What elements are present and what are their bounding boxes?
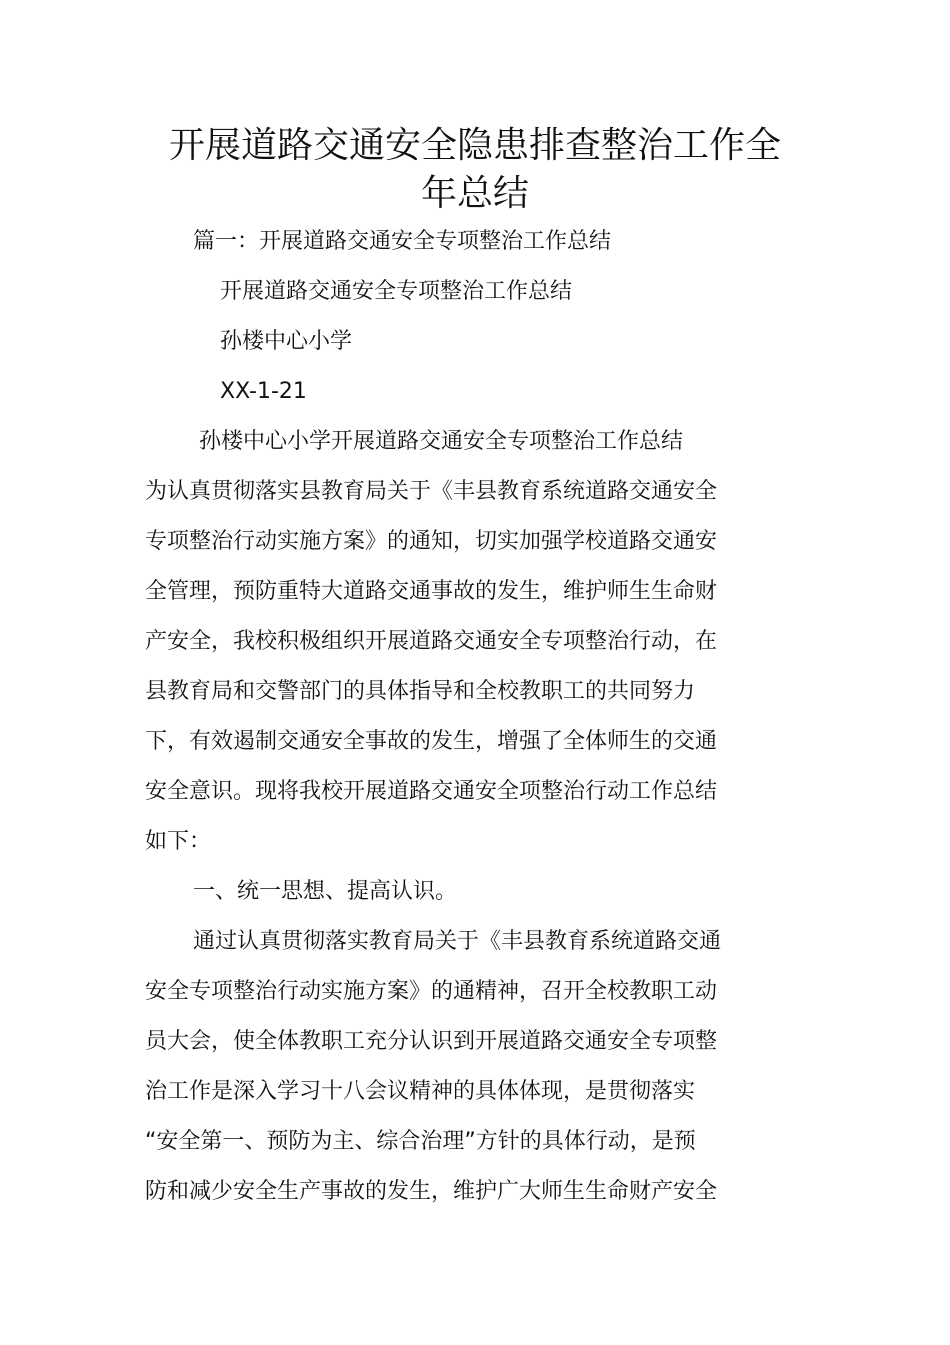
document-title-line-2: 年总结	[420, 173, 529, 214]
document-title-line-1: 开展道路交通安全隐患排查整治工作全	[168, 125, 781, 166]
section-1-heading: 一、统一思想、提高认识。	[193, 879, 458, 904]
section-1-line: 防和减少安全生产事故的发生，维护广大师生生命财产安全	[145, 1179, 718, 1204]
section-1-line: 通过认真贯彻落实教育局关于《丰县教育系统道路交通	[193, 929, 722, 954]
intro-line: 全管理，预防重特大道路交通事故的发生，维护师生生命财	[145, 579, 718, 604]
intro-line: 县教育局和交警部门的具体指导和全校教职工的共同努力	[145, 679, 696, 704]
section-1-line: 治工作是深入学习十八会议精神的具体体现，是贯彻落实	[145, 1079, 696, 1104]
intro-line: 产安全，我校积极组织开展道路交通安全专项整治行动，在	[145, 629, 718, 654]
report-title: 孙楼中心小学开展道路交通安全专项整治工作总结	[199, 429, 684, 454]
intro-line: 安全意识。现将我校开展道路交通安全项整治行动工作总结	[145, 779, 718, 804]
section-1-line: “安全第一、预防为主、综合治理”方针的具体行动，是预	[145, 1129, 696, 1154]
section-1-line: 员大会，使全体教职工充分认识到开展道路交通安全专项整	[145, 1029, 718, 1054]
chapter-heading: 篇一：开展道路交通安全专项整治工作总结	[193, 229, 612, 254]
intro-line: 如下：	[145, 829, 212, 854]
section-1-line: 安全专项整治行动实施方案》的通精神，召开全校教职工动	[145, 979, 718, 1004]
intro-line: 专项整治行动实施方案》的通知，切实加强学校道路交通安	[145, 529, 718, 554]
subheading: 开展道路交通安全专项整治工作总结	[220, 279, 573, 304]
intro-line: 为认真贯彻落实县教育局关于《丰县教育系统道路交通安全	[145, 479, 718, 504]
report-date: XX-1-21	[220, 379, 307, 404]
school-name: 孙楼中心小学	[220, 329, 353, 354]
intro-line: 下，有效遏制交通安全事故的发生，增强了全体师生的交通	[145, 729, 718, 754]
